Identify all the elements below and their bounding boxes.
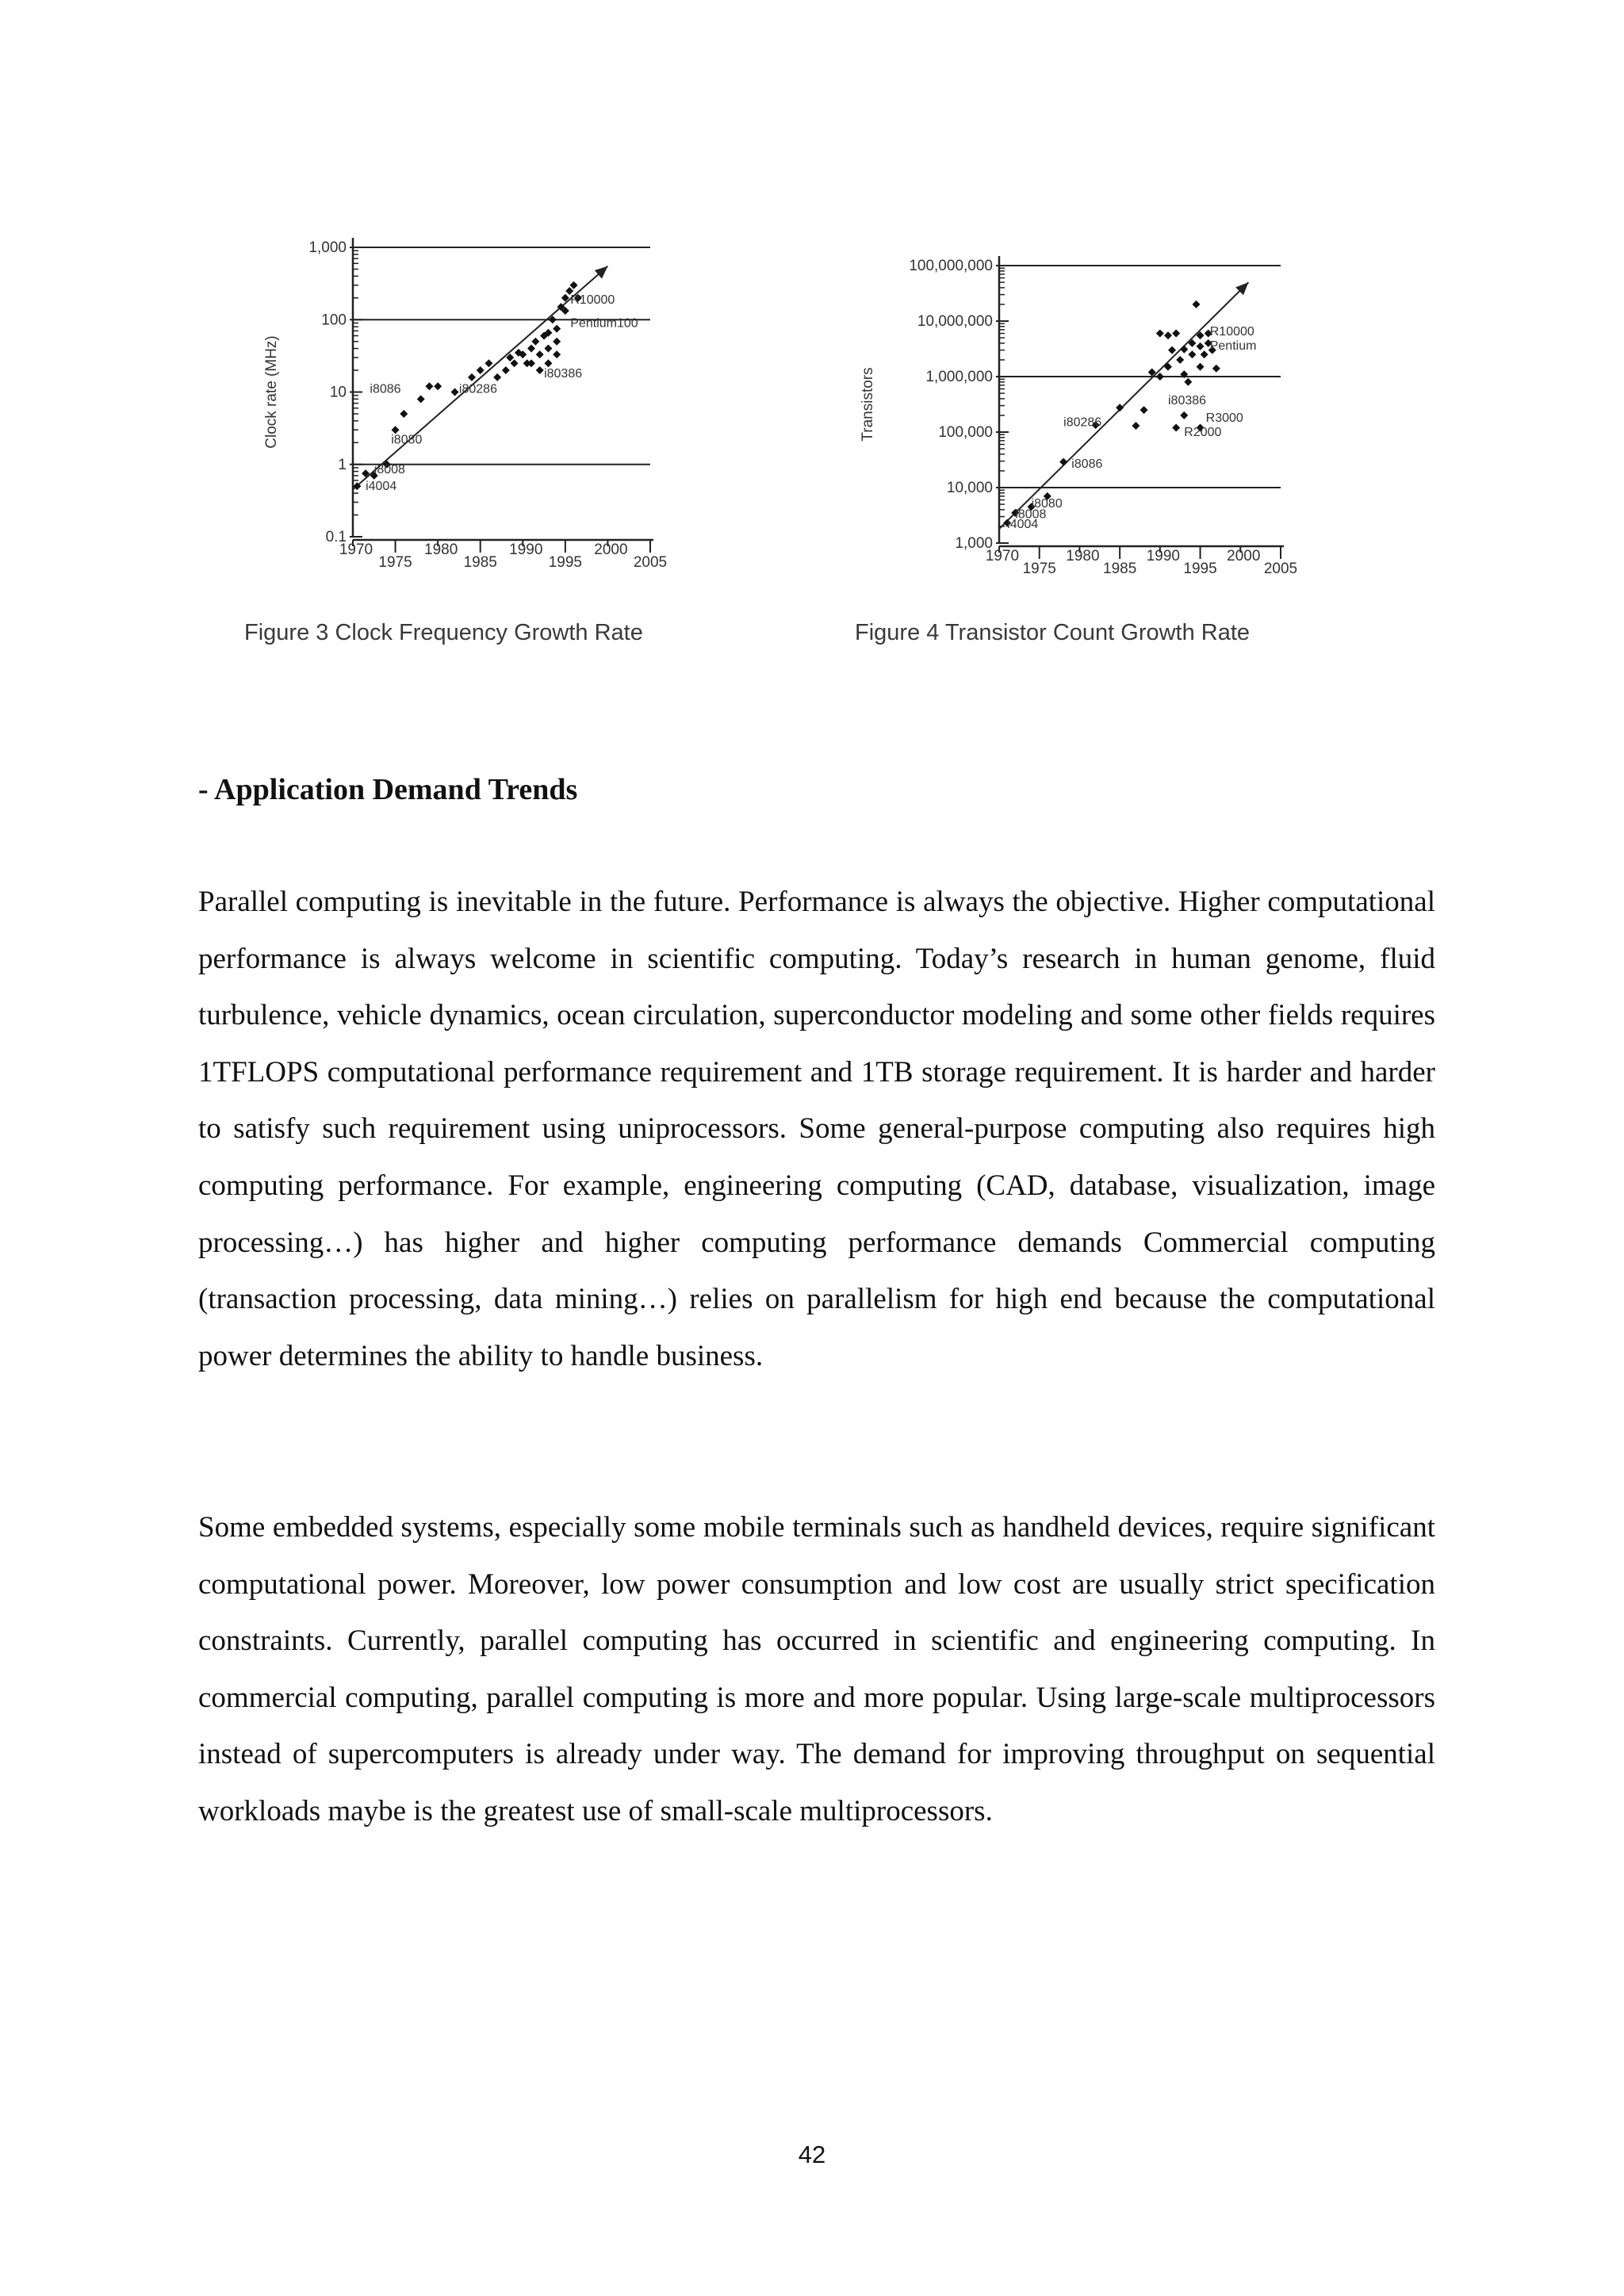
trend-line — [999, 282, 1248, 532]
data-point — [1172, 423, 1180, 431]
y-axis-label: Clock rate (MHz) — [263, 335, 280, 449]
point-annotation: Pentium100 — [570, 316, 638, 331]
data-point — [1197, 342, 1205, 350]
data-point — [425, 382, 433, 390]
figure-3-caption: Figure 3 Clock Frequency Growth Rate — [244, 620, 643, 645]
point-annotation: i8086 — [1071, 457, 1103, 471]
point-annotation: i4004 — [366, 480, 397, 494]
x-tick-label: 1975 — [378, 554, 412, 571]
y-tick-label: 10 — [329, 384, 347, 401]
section-heading: - Application Demand Trends — [198, 773, 578, 806]
data-point — [468, 373, 476, 381]
point-annotation: i8080 — [391, 433, 423, 447]
figure-4-chart — [848, 246, 1324, 595]
x-tick-label: 2005 — [1263, 561, 1298, 577]
data-point — [570, 281, 578, 289]
data-point — [531, 338, 539, 346]
x-tick-label: 1980 — [424, 541, 458, 558]
data-point — [553, 325, 561, 333]
point-annotation: R2000 — [1184, 426, 1222, 439]
data-point — [1180, 411, 1188, 419]
figure-3-chart — [254, 226, 698, 591]
data-point — [1168, 346, 1176, 354]
data-point — [417, 395, 425, 403]
data-point — [1156, 330, 1164, 338]
point-annotation: i80386 — [1168, 394, 1207, 408]
data-point — [536, 350, 544, 358]
data-point — [1212, 365, 1220, 373]
data-point — [527, 359, 535, 367]
x-tick-label: 1995 — [1183, 561, 1217, 577]
x-tick-label: 1980 — [1066, 548, 1100, 564]
data-point — [511, 359, 519, 367]
data-point — [493, 373, 501, 381]
figure-4-caption: Figure 4 Transistor Count Growth Rate — [855, 620, 1251, 645]
x-tick-label: 2000 — [594, 541, 628, 558]
data-point — [553, 338, 561, 346]
y-tick-label: 1,000 — [308, 239, 347, 256]
data-point — [544, 345, 552, 353]
point-annotation: i8008 — [1015, 507, 1047, 522]
point-annotation: R10000 — [570, 293, 615, 307]
y-tick-label: 100 — [321, 312, 347, 329]
point-annotation: i8086 — [370, 382, 401, 396]
data-point — [451, 388, 459, 396]
x-tick-label: 2000 — [1227, 548, 1261, 564]
data-point — [1132, 422, 1139, 430]
point-annotation: R3000 — [1205, 411, 1243, 426]
data-point — [502, 366, 510, 374]
y-tick-label: 0.1 — [325, 529, 347, 545]
figure-3 — [254, 226, 698, 591]
x-tick-label: 2005 — [633, 554, 668, 571]
point-annotation: i80386 — [544, 367, 583, 381]
y-tick-label: 1,000,000 — [925, 369, 993, 385]
point-annotation: i4004 — [1007, 518, 1039, 532]
paragraph-1: Parallel computing is inevitable in the future. Performance is always the objective. Higher computational performance is always welcome in scientific computing. Today’s research in human genome, fluid turbulence, vehicle dynamics, ocean circulation, superconductor modeling and some other fields requires 1TFLOPS computational performance requirement and 1TB storage requirement. It is harder and harder to satisfy such requirement using uniprocessors. Some general-purpose computing also requires high computing performance. For example, engineering computing (CAD, database, visualization, image processing…) has higher and higher computing performance demands Commercial computing (transaction processing, data mining…) relies on parallelism for high end because the computational power determines the ability to handle business. — [198, 886, 1435, 1372]
x-tick-label: 1985 — [463, 554, 497, 571]
point-annotation: Pentium — [1209, 339, 1257, 354]
x-tick-label: 1975 — [1022, 561, 1056, 577]
data-point — [1172, 330, 1180, 338]
point-annotation: i8080 — [1031, 496, 1063, 511]
point-annotation: i80286 — [458, 382, 497, 396]
point-annotation: R10000 — [1209, 325, 1254, 339]
data-point — [1164, 331, 1172, 339]
y-tick-label: 100,000 — [938, 424, 993, 441]
data-point — [536, 366, 544, 374]
data-point — [1188, 350, 1196, 358]
data-point — [477, 366, 485, 374]
data-point — [434, 382, 442, 390]
y-tick-label: 100,000,000 — [909, 258, 993, 274]
data-point — [1116, 404, 1124, 411]
data-point — [1059, 458, 1067, 466]
data-point — [485, 359, 492, 367]
data-point — [1140, 406, 1148, 414]
data-point — [1201, 350, 1208, 358]
data-point — [544, 359, 552, 367]
data-point — [1184, 378, 1192, 386]
data-point — [527, 345, 535, 353]
x-tick-label: 1990 — [1146, 548, 1180, 564]
y-tick-label: 10,000,000 — [917, 313, 993, 330]
data-point — [1193, 300, 1201, 308]
data-point — [1180, 346, 1188, 354]
x-tick-label: 1970 — [339, 541, 373, 558]
x-tick-label: 1985 — [1103, 561, 1137, 577]
x-tick-label: 1995 — [548, 554, 582, 571]
y-tick-label: 1 — [338, 456, 347, 473]
data-point — [1156, 373, 1164, 381]
y-tick-label: 10,000 — [946, 480, 993, 496]
y-tick-label: 1,000 — [955, 535, 993, 552]
data-point — [400, 410, 408, 418]
y-axis-label: Transistors — [860, 367, 876, 442]
point-annotation: i8008 — [373, 463, 405, 477]
data-point — [553, 350, 561, 358]
data-point — [1197, 363, 1205, 371]
figure-4 — [848, 246, 1324, 595]
page-number: 42 — [798, 2141, 826, 2168]
x-tick-label: 1990 — [509, 541, 543, 558]
point-annotation: i80286 — [1063, 415, 1102, 430]
paragraph-2: Some embedded systems, especially some mobile terminals such as handheld devices, require significant computational power. Moreover, low power consumption and low cost are usually strict specification constraints. Currently, parallel computing has occurred in scientific and engineering computing. In commercial computing, parallel computing is more and more popular. Using large-scale multiprocessors instead of supercomputers is already under way. The demand for improving throughput on sequential workloads maybe is the greatest use of small-scale multiprocessors. — [198, 1511, 1435, 1827]
data-point — [1176, 356, 1184, 364]
x-tick-label: 1970 — [985, 548, 1020, 564]
